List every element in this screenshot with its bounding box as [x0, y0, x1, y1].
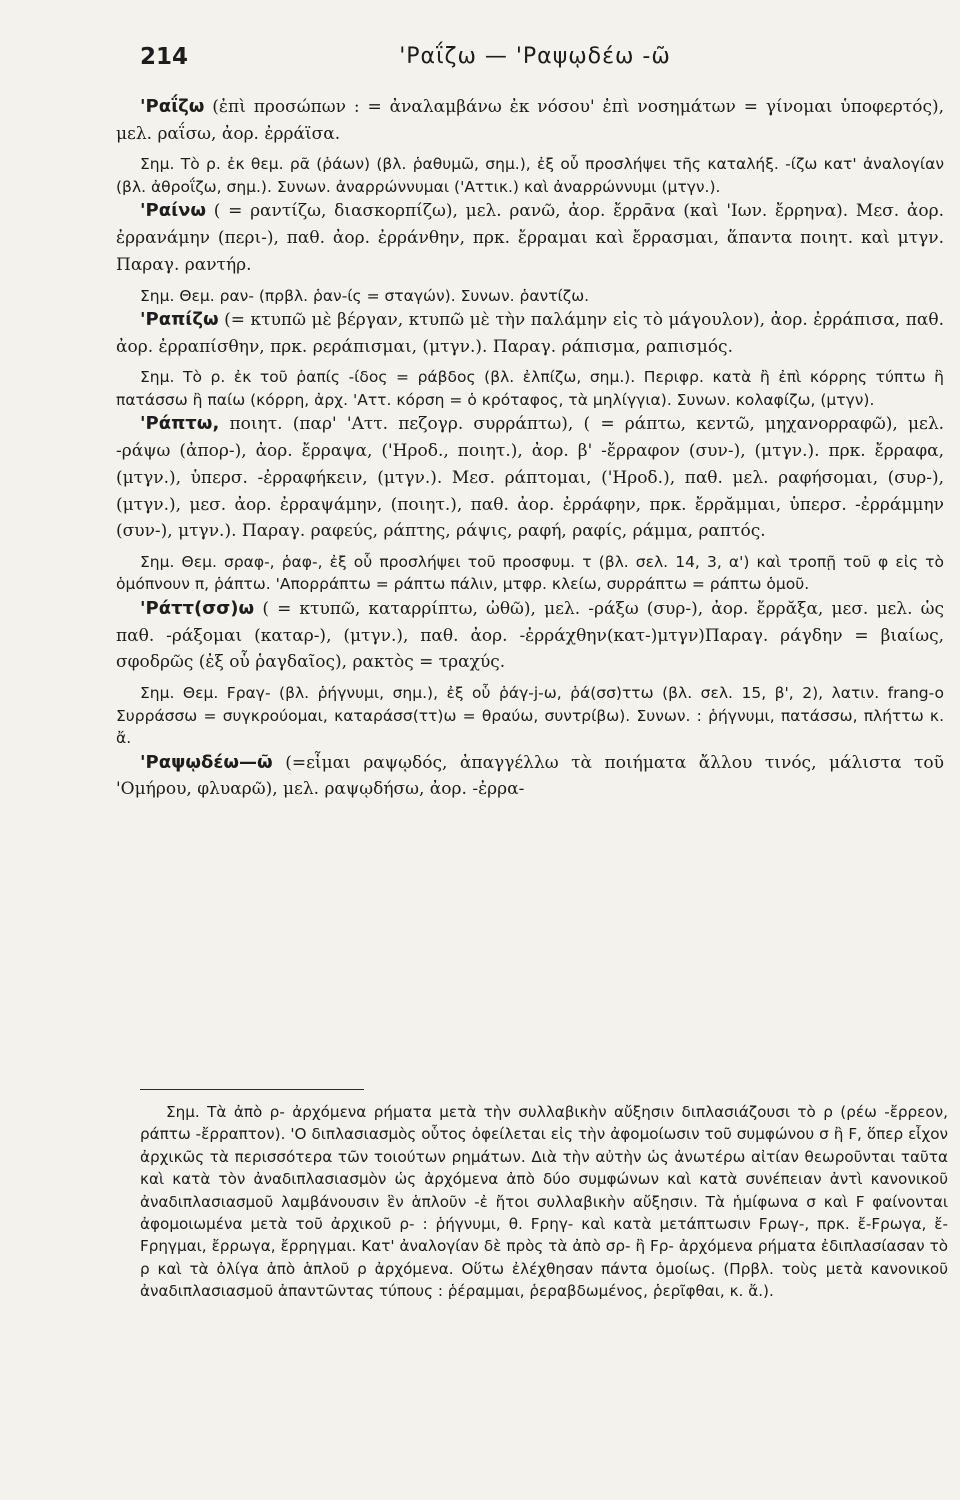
lemma: 'Ραπίζω: [140, 309, 219, 331]
entry-note: Σημ. Θεμ. Fραγ- (βλ. ῥήγνυμι, σημ.), ἐξ οὗ ῥάγ-j-ω, ῥά(σσ)ττω (βλ. σελ. 15, β', 2), λατιν. frang-o Συρράσσω = συγκρούομαι, καταράσσ(ττ)ω = θραύω, συντρίβω). Συνων. : ῥήγνυμι, πατάσσω, πλήττω κ. ἄ.: [116, 684, 944, 748]
lemma: 'Ραψῳδέω—ῶ: [140, 751, 273, 773]
entry-text: ( = ραντίζω, διασκορπίζω), μελ. ρανῶ, ἀορ. ἔρρᾱνα (καὶ 'Ιων. ἔρρηνα). Μεσ. ἀορ. ἐρρανάμην (περι-), παθ. ἀορ. ἐρράνθην, πρκ. ἔρραμαι καὶ ἔρρασμαι, ἅπαντα ποιητ. καὶ μτγν. Παραγ. ραντήρ.: [116, 201, 944, 275]
page-number: 214: [140, 44, 189, 70]
entry-note: Σημ. Θεμ. ραν- (πρβλ. ῥαν-ίς = σταγών). Συνων. ῥαντίζω.: [140, 286, 590, 305]
entry-text: ( = κτυπῶ, καταρρίπτω, ὠθῶ), μελ. -ράξω (συρ-), ἀορ. ἔρρᾰξα, μεσ. μελ. ὡς παθ. -ράξομαι (καταρ-), (μτγν.), παθ. ἀορ. -ἐρράχθην(κατ-)μτγν)Παραγ. ράγδην = βιαίως, σφοδρῶς (ἐξ οὗ ῥαγδαῖος), ρακτὸς = τραχύς.: [116, 598, 944, 673]
entry-note: Σημ. Θεμ. σραφ-, ῥαφ-, ἐξ οὗ προσλήψει τοῦ προσφυμ. τ (βλ. σελ. 14, 3, α') καὶ τροπῇ τοῦ φ εἰς τὸ ὁμόπνουν π, ῥάπτω. 'Απορράπτω = ράπτω πάλιν, μτφρ. κλείω, συρράπτω = ράπτω ὁμοῦ.: [116, 552, 944, 594]
entry-text: (ἐπὶ προσώπων : = ἀναλαμβάνω ἐκ νόσου' ἐπὶ νοσημάτων = γίνομαι ὑποφερτός), μελ. ραΐσω, ἀορ. ἐρράϊσα.: [116, 97, 945, 144]
entry-ratto: [116, 596, 944, 676]
entry-rapizo: [116, 307, 944, 360]
entry-rapto: [116, 411, 944, 545]
lemma: 'Ράττ(σσ)ω: [140, 597, 255, 619]
page-header: [140, 44, 930, 84]
entry-rapsodeo: [116, 750, 944, 803]
lemma: 'Ράπτω,: [140, 413, 220, 435]
entry-text: ποιητ. (παρ' 'Αττ. πεζογρ. συρράπτω), ( = ράπτω, κεντῶ, μηχανορραφῶ), μελ. -ράψω (ἀπορ-), ἀορ. ἔρραψα, ('Ηροδ., ποιητ.), ἀορ. β' -ἔρραφον (συν-), (μτγν.). πρκ. ἔρραφα, (μτγν.), ὑπερσ. -ἐρραφήκειν, (μτγν.). Μεσ. ράπτομαι, ('Ηροδ.), παθ. μελ. ραφήσομαι, (συρ-), (μτγν.), μεσ. ἀορ. ἐρραψάμην, (ποιητ.), παθ. ἀορ. ἐρράφην, πρκ. ἔρρᾰμμαι, ὑπερσ. -ἐρράμμην (συν-), μτγν.). Παραγ. ραφεύς, ράπτης, ράψις, ραφή, ραφίς, ράμμα, ραπτός.: [116, 414, 944, 542]
lemma: 'Ραΐζω: [140, 96, 205, 117]
entry-raizo: [116, 94, 944, 147]
entry-note: Σημ. Τὸ ρ. ἐκ τοῦ ῥαπίς -ίδος = ράβδος (βλ. ἐλπίζω, σημ.). Περιφρ. κατὰ ἢ ἐπὶ κόρρης τύπτω ἢ πατάσσω ἢ παίω (κόρρη, ἀρχ. 'Αττ. κόρση = ὁ κρόταφος, τὰ μηλίγγια). Συνων. κολαφίζω, (μτγν).: [116, 368, 944, 409]
entry-text: (=εἶμαι ραψῳδός, ἀπαγγέλλω τὰ ποιήματα ἄλλου τινός, μάλιστα τοῦ 'Ομήρου, φλυαρῶ), μελ. ραψῳδήσω, ἀορ. -ἐρρα-: [116, 752, 944, 800]
footnote: Σημ. Τὰ ἀπὸ ρ- ἀρχόμενα ρήματα μετὰ τὴν συλλαβικὴν αὔξησιν διπλασιάζουσι τὸ ρ (ρέω -ἔρρεον, ράπτω -ἔρραπτον). 'Ο διπλασιασμὸς οὗτος ὀφείλεται εἰς τὴν ἀφομοίωσιν τοῦ συμφώνου σ ἢ F, ὅπερ εἶχον ἀρχικῶς τὰ περισσότερα τῶν τοιούτων ρημάτων. Διὰ τὴν αὐτὴν ὡς ἀνωτέρω αἰτίαν θεωροῦνται ταῦτα καὶ κατὰ τὸν ἀναδιπλασιασμὸν ὡς ἀρχόμενα ἀπὸ δύο συμφώνων καὶ κατὰ συνέπειαν ἀντὶ κανονικοῦ ἀναδιπλασιασμοῦ λαμβάνουσιν ἓν ἁπλοῦν -ἐ ἤτοι συλλαβικὴν αὔξησιν. Τὰ ἡμίφωνα σ καὶ F φαίνονται ἀφομοιωμένα μετὰ τοῦ ἀρχικοῦ ρ- : ῥήγνυμι, θ. Fρηγ- καὶ κατὰ μετάπτωσιν Fρωγ-, πρκ. ἔ-Fρωγα, ἔ-Fρηγμαι, ἔρρωγα, ἔρρηγμαι. Κατ' ἀναλογίαν δὲ πρὸς τὰ ἀπὸ σρ- ἢ Fρ- ἀρχόμενα ρήματα ἐδιπλασίασαν τὸ ρ καὶ τὰ ὀλίγα ἀπὸ ἁπλοῦ ρ ἀρχόμενα. Οὕτω ἐλέχθησαν πάντα ὁμοίως. (Πρβλ. τοὺς μετὰ κανονικοῦ ἀναδιπλασιασμοῦ ἀπαντῶντας τύπους : ῥέραμμαι, ῥεραβδωμένος, ῥερῖφθαι, κ. ἄ.).: [140, 1103, 948, 1301]
entry-text: (= κτυπῶ μὲ βέργαν, κτυπῶ μὲ τὴν παλάμην εἰς τὸ μάγουλον), ἀορ. ἐρράπισα, παθ. ἀορ. ἐρραπίσθην, πρκ. ρεράπισμαι, (μτγν.). Παραγ. ράπισμα, ραπισμός.: [116, 310, 944, 357]
page-body: [116, 94, 944, 803]
lemma: 'Ραίνω: [140, 200, 206, 222]
entry-note: Σημ. Τὸ ρ. ἐκ θεμ. ρᾶ (ῥάων) (βλ. ῥαθυμῶ, σημ.), ἐξ οὗ προσλήψει τῆς καταλήξ. -ίζω κατ' ἀναλογίαν (βλ. ἀθροΐζω, σημ.). Συνων. ἀναρρώννυμαι ('Αττικ.) καὶ ἀναρρώννυμι (μτγν.).: [116, 155, 944, 196]
entry-raino: [116, 198, 944, 278]
running-head: 'Ραΐζω — 'Ραψῳδέω -ῶ: [399, 44, 671, 69]
footnote-divider: [140, 1089, 364, 1090]
